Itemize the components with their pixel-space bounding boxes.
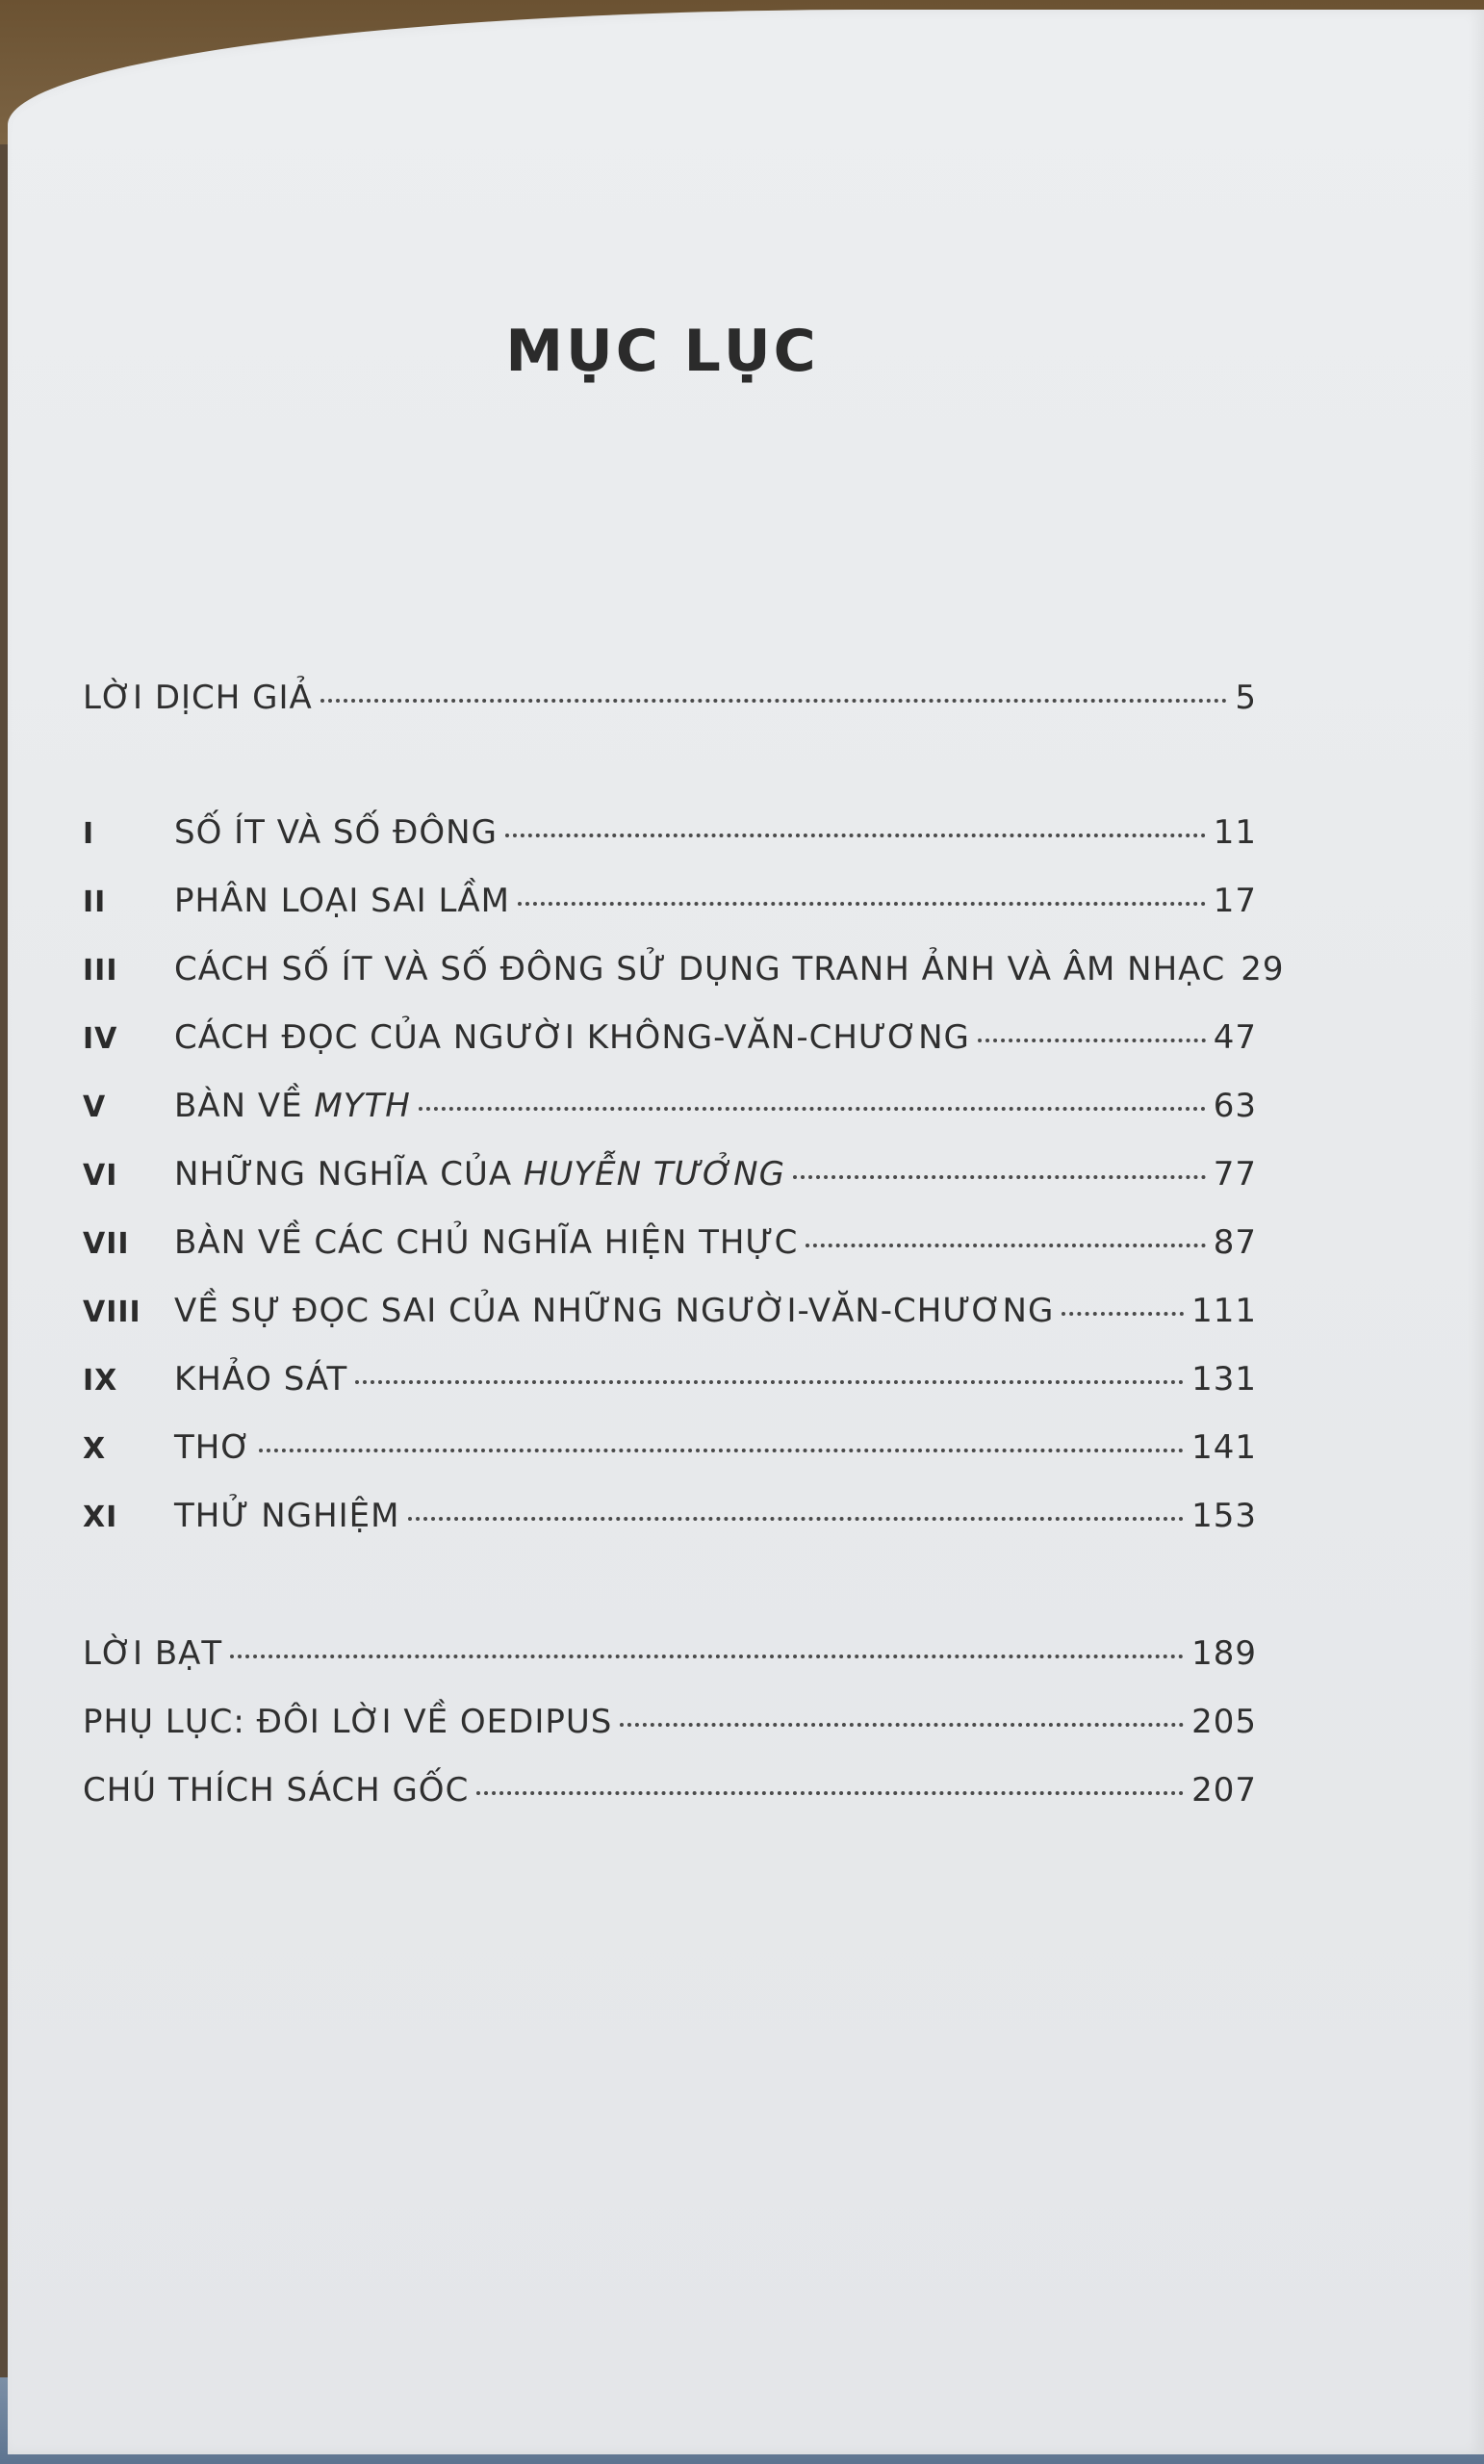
chapter-numeral: IV bbox=[83, 1022, 118, 1056]
toc-entry-phu-luc bbox=[83, 1703, 1257, 1741]
chapter-numeral: X bbox=[83, 1432, 107, 1466]
dot-leader bbox=[355, 1380, 1184, 1384]
toc-chapter-6 bbox=[83, 1155, 1257, 1194]
toc-page-number: 111 bbox=[1191, 1292, 1257, 1330]
dot-leader bbox=[806, 1244, 1205, 1247]
dot-leader bbox=[505, 834, 1206, 837]
toc-entry-title: PHỤ LỤC: ĐÔI LỜI VỀ OEDIPUS bbox=[83, 1703, 613, 1741]
toc-chapter-4 bbox=[83, 1018, 1257, 1057]
page-title: MỤC LỤC bbox=[505, 318, 819, 385]
chapter-numeral: VIII bbox=[83, 1296, 141, 1329]
toc-entry-title: KHẢO SÁT bbox=[174, 1360, 348, 1399]
toc-entry-title: SỐ ÍT VÀ SỐ ĐÔNG bbox=[174, 813, 498, 852]
toc-entry-title-prefix: NHỮNG NGHĨA CỦA bbox=[174, 1155, 524, 1194]
toc-page-number: 189 bbox=[1191, 1634, 1257, 1673]
toc-entry-title: CÁCH SỐ ÍT VÀ SỐ ĐÔNG SỬ DỤNG TRANH ẢNH VÀ ÂM NHẠC bbox=[174, 950, 1226, 988]
toc-page-number: 77 bbox=[1213, 1155, 1257, 1194]
toc-entry-title: THỬ NGHIỆM bbox=[174, 1497, 400, 1535]
chapter-numeral: III bbox=[83, 954, 118, 988]
toc-entry-title bbox=[174, 1155, 785, 1194]
dot-leader bbox=[419, 1107, 1206, 1111]
toc-entry-title: VỀ SỰ ĐỌC SAI CỦA NHỮNG NGƯỜI-VĂN-CHƯƠNG bbox=[174, 1292, 1055, 1330]
toc-chapter-8 bbox=[83, 1292, 1257, 1330]
toc-page-number: 17 bbox=[1213, 882, 1257, 920]
toc-page-number: 29 bbox=[1241, 950, 1285, 988]
toc-entry-title: THƠ bbox=[174, 1428, 252, 1467]
dot-leader bbox=[620, 1723, 1184, 1727]
toc-entry-title bbox=[174, 1087, 411, 1125]
chapter-numeral: I bbox=[83, 817, 95, 851]
toc-page-number: 63 bbox=[1213, 1087, 1257, 1125]
toc-entry-title-italic: MYTH bbox=[314, 1087, 411, 1125]
toc-entry-title: LỜI BẠT bbox=[83, 1634, 223, 1673]
chapter-numeral: XI bbox=[83, 1501, 118, 1534]
toc-entry-loi-dich-gia bbox=[83, 679, 1257, 717]
dot-leader bbox=[793, 1175, 1206, 1179]
chapter-numeral: II bbox=[83, 886, 107, 919]
toc-entry-loi-bat bbox=[83, 1634, 1257, 1673]
toc-chapter-5 bbox=[83, 1087, 1257, 1125]
toc-entry-title: BÀN VỀ CÁC CHỦ NGHĨA HIỆN THỰC bbox=[174, 1223, 799, 1262]
toc-entry-title: LỜI DỊCH GIẢ bbox=[83, 679, 313, 717]
toc-page-number: 131 bbox=[1191, 1360, 1257, 1399]
toc-entry-chu-thich bbox=[83, 1771, 1257, 1810]
toc-page-number: 5 bbox=[1235, 679, 1257, 717]
toc-entry-title-italic: HUYỄN TƯỞNG bbox=[523, 1155, 785, 1194]
toc-chapter-10 bbox=[83, 1428, 1257, 1467]
chapter-numeral: VII bbox=[83, 1227, 130, 1261]
toc-page-number: 141 bbox=[1191, 1428, 1257, 1467]
toc-chapter-3 bbox=[83, 950, 1285, 988]
toc-chapter-7 bbox=[83, 1223, 1257, 1262]
toc-chapter-1 bbox=[83, 813, 1257, 852]
toc-chapter-2 bbox=[83, 882, 1257, 920]
toc-chapter-9 bbox=[83, 1360, 1257, 1399]
dot-leader bbox=[259, 1449, 1184, 1452]
chapter-numeral: V bbox=[83, 1091, 107, 1124]
toc-page-number: 87 bbox=[1213, 1223, 1257, 1262]
toc-entry-title-prefix: BÀN VỀ bbox=[174, 1087, 315, 1125]
dot-leader bbox=[320, 699, 1228, 703]
toc-chapter-11 bbox=[83, 1497, 1257, 1535]
chapter-numeral: VI bbox=[83, 1159, 118, 1193]
toc-page-number: 47 bbox=[1213, 1018, 1257, 1057]
toc-entry-title: PHÂN LOẠI SAI LẦM bbox=[174, 882, 510, 920]
dot-leader bbox=[518, 902, 1206, 906]
toc-page-number: 11 bbox=[1213, 813, 1257, 852]
dot-leader bbox=[978, 1039, 1206, 1042]
dot-leader bbox=[1062, 1312, 1184, 1316]
dot-leader bbox=[230, 1655, 1184, 1658]
dot-leader bbox=[408, 1517, 1185, 1521]
chapter-numeral: IX bbox=[83, 1364, 118, 1398]
toc-page-number: 205 bbox=[1191, 1703, 1257, 1741]
dot-leader bbox=[476, 1791, 1184, 1795]
toc-page-number: 153 bbox=[1191, 1497, 1257, 1535]
book-page bbox=[8, 10, 1484, 2454]
toc-entry-title: CHÚ THÍCH SÁCH GỐC bbox=[83, 1771, 470, 1810]
toc-entry-title: CÁCH ĐỌC CỦA NGƯỜI KHÔNG-VĂN-CHƯƠNG bbox=[174, 1018, 970, 1057]
toc-page-number: 207 bbox=[1191, 1771, 1257, 1810]
